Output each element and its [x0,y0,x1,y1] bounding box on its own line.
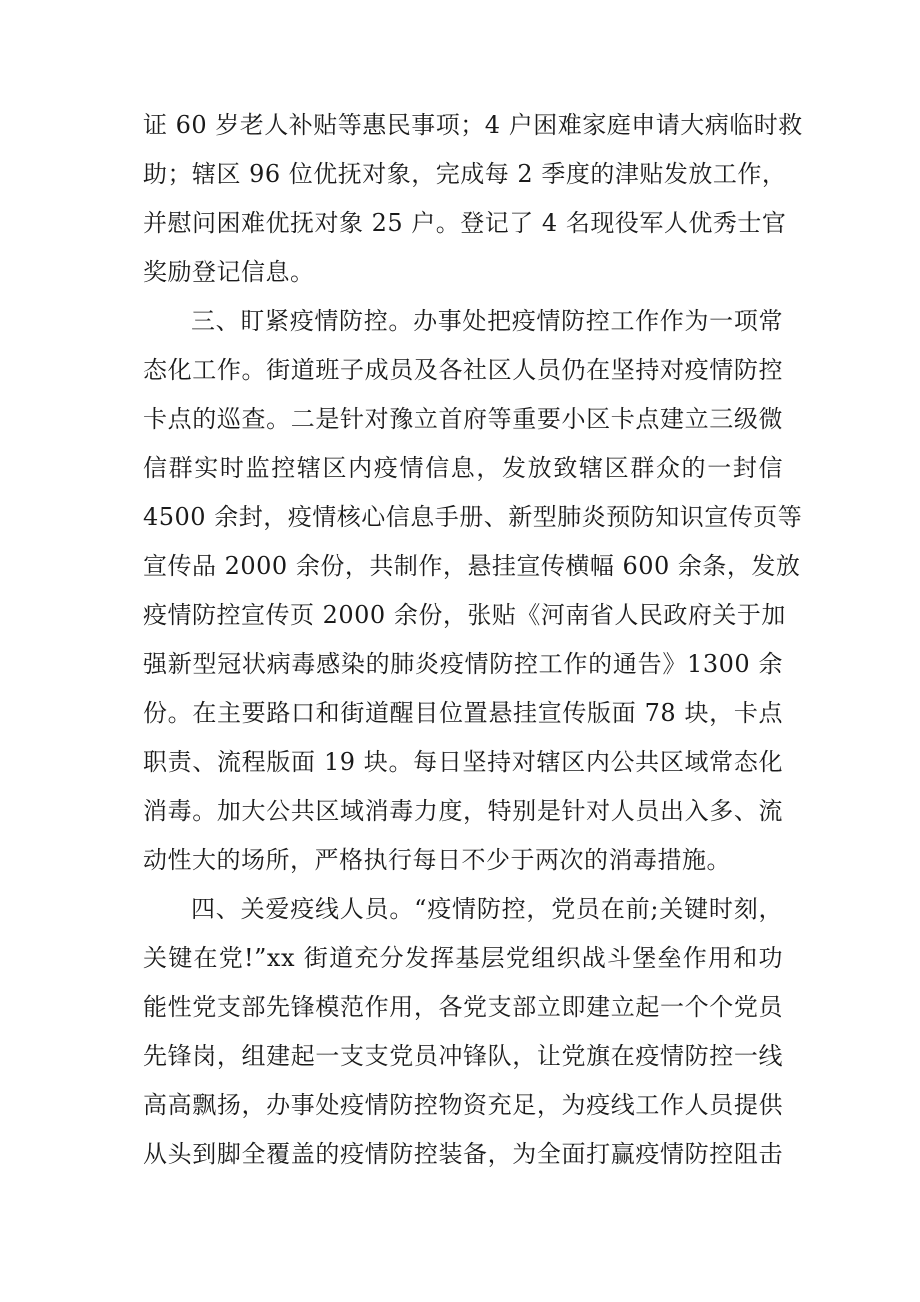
text-line: 疫情防控宣传页 2000 余份，张贴《河南省人民政府关于加 [143,601,786,629]
text-line: 卡点的巡查。二是针对豫立首府等重要小区卡点建立三级微 [143,405,783,433]
text-line: 消毒。加大公共区域消毒力度，特别是针对人员出入多、流 [143,797,783,825]
text-line: 奖励登记信息。 [143,258,315,286]
text-line: 态化工作。街道班子成员及各社区人员仍在坚持对疫情防控 [143,356,783,384]
text-line: 强新型冠状病毒感染的肺炎疫情防控工作的通告》1300 余 [143,650,783,678]
text-line: 并慰问困难优抚对象 25 户。登记了 4 名现役军人优秀士官 [143,209,787,237]
text-line: 4500 余封，疫情核心信息手册、新型肺炎预防知识宣传页等 [143,503,803,531]
text-line: 动性大的场所，严格执行每日不少于两次的消毒措施。 [143,846,731,874]
text-line: 证 60 岁老人补贴等惠民事项；4 户困难家庭申请大病临时救 [143,111,803,139]
text-line: 份。在主要路口和街道醒目位置悬挂宣传版面 78 块，卡点 [143,699,783,727]
text-line: 三、盯紧疫情防控。办事处把疫情防控工作作为一项常 [191,307,783,335]
document-body [143,105,803,1183]
text-line: 从头到脚全覆盖的疫情防控装备，为全面打赢疫情防控阻击 [143,1140,783,1168]
text-line: 职责、流程版面 19 块。每日坚持对辖区内公共区域常态化 [143,748,783,776]
text-line: 能性党支部先锋模范作用，各党支部立即建立起一个个党员 [143,993,783,1021]
text-line: 关键在党!”xx 街道充分发挥基层党组织战斗堡垒作用和功 [143,944,783,972]
text-line: 高高飘扬，办事处疫情防控物资充足，为疫线工作人员提供 [143,1091,783,1119]
text-line: 宣传品 2000 余份，共制作，悬挂宣传横幅 600 余条，发放 [143,552,801,580]
text-line: 四、关爱疫线人员。“疫情防控，党员在前;关键时刻， [191,895,783,923]
text-line: 先锋岗，组建起一支支党员冲锋队，让党旗在疫情防控一线 [143,1042,783,1070]
text-line: 信群实时监控辖区内疫情信息，发放致辖区群众的一封信 [143,454,783,482]
text-line: 助；辖区 96 位优抚对象，完成每 2 季度的津贴发放工作， [143,160,787,188]
